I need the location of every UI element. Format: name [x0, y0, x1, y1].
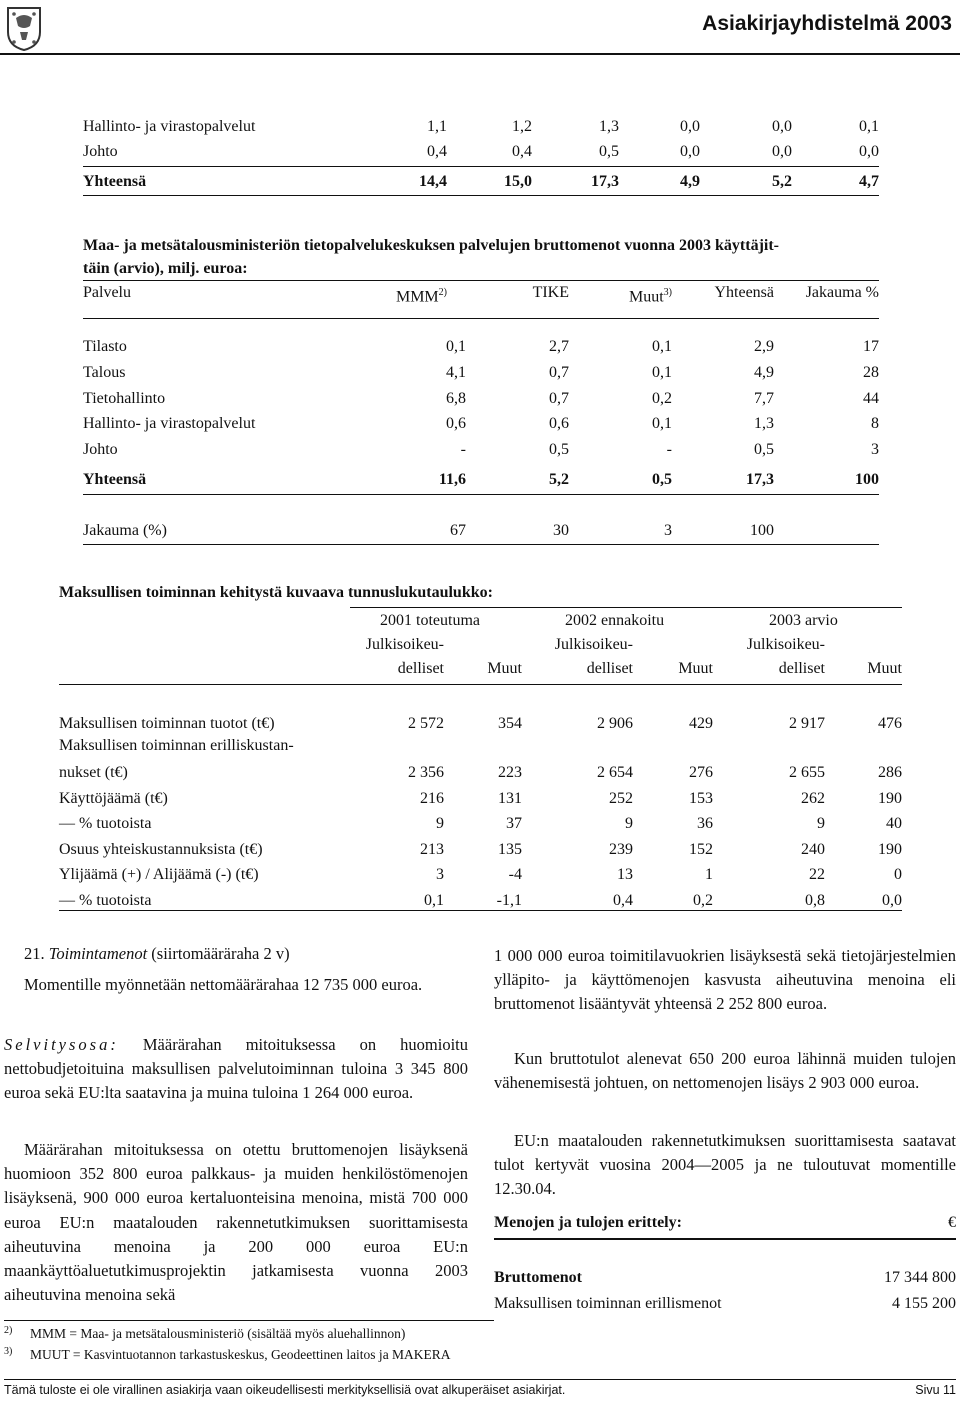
left-paragraph-2: Selvitysosa: Määrärahan mitoituksessa on huomioitu nettobudjetoituina maksullisen palvelutoiminnan tuloina 3 345 800 euroa sekä EU:lta saatavina ja muina tuloina 1 264 000 euroa. — [4, 1035, 468, 1103]
table-row — [83, 469, 879, 491]
breakdown-row — [494, 1293, 956, 1315]
left-paragraph-3: Määrärahan mitoituksessa on otettu bruttomenojen lisäyksenä huomioon 352 800 euroa palkkaus- ja muiden henkilöstömenojen lisäyksenä, 900 000 euroa kertaluonteisina menoina, mistä 700 000 euroa EU:n maatalouden rakennetutkimuksen suorittamisesta aiheutuvina menoina ja 200 000 euroa EU:n maankäyttöaluetutkimusprojektin jatkamisesta vuonna 2003 aiheutuvina menoina sekä — [4, 1140, 468, 1305]
table-row — [59, 762, 902, 784]
table-row — [59, 813, 902, 835]
cell: -1,1 — [496, 892, 522, 909]
subheader-public-2: delliset — [586, 660, 633, 677]
cell: 8 — [871, 415, 879, 432]
table-row — [59, 788, 902, 810]
cell: 0,2 — [652, 390, 672, 407]
table2-header-rule — [83, 318, 879, 319]
cell: 22 — [809, 866, 825, 883]
subheader-public-2: delliset — [778, 660, 825, 677]
cell: -4 — [508, 866, 522, 883]
right-paragraph-3: EU:n maatalouden rakennetutkimuksen suorittamisesta saatavat tulot kertyvät vuosina 2004—2005 ja ne tuloutuvat momentille 12.30.04. — [494, 1131, 956, 1199]
subheader-public-1: Julkisoikeu- — [746, 636, 825, 653]
col-yhteensa: Yhteensä — [714, 284, 774, 301]
cell: 4,7 — [859, 173, 879, 190]
cell: 6,8 — [446, 390, 466, 407]
breakdown-rule — [494, 1238, 956, 1240]
row-label: Maksullisen toiminnan tuotot (t€) — [59, 715, 275, 732]
right-paragraph-2: Kun bruttotulot alenevat 650 200 euroa lähinnä muiden tulojen vähenemisestä johtuen, on nettomenojen lisäys 2 903 000 euroa. — [494, 1049, 956, 1093]
cell: 0,8 — [805, 892, 825, 909]
cell: 216 — [420, 790, 444, 807]
cell: 2,9 — [754, 338, 774, 355]
cell: 1,3 — [599, 118, 619, 135]
cell: 17,3 — [746, 471, 774, 488]
breakdown-label: Maksullisen toiminnan erillismenot — [494, 1295, 722, 1312]
table2-top-rule — [83, 280, 879, 281]
cell: 0,0 — [680, 118, 700, 135]
cell: 0,4 — [512, 143, 532, 160]
coat-of-arms-logo — [4, 4, 44, 52]
subheader-other: Muut — [867, 660, 902, 677]
year-2003: 2003 arvio — [769, 612, 838, 629]
cell: 1,2 — [512, 118, 532, 135]
cell: 0,1 — [652, 415, 672, 432]
cell: 1 — [705, 866, 713, 883]
cell: 429 — [689, 715, 713, 732]
cell: 0,0 — [772, 143, 792, 160]
row-label: nukset (t€) — [59, 764, 128, 781]
col-mmm: MMM$^{2)}$ — [395, 287, 447, 306]
cell: 11,6 — [438, 471, 466, 488]
cell: 153 — [689, 790, 713, 807]
cell: 213 — [420, 841, 444, 858]
cell: 0,0 — [680, 143, 700, 160]
table-row — [59, 713, 902, 735]
cell: 0,5 — [754, 441, 774, 458]
cell: 0 — [894, 866, 902, 883]
table-row — [83, 171, 879, 193]
breakdown-value: 17 344 800 — [884, 1269, 956, 1286]
cell: 0,5 — [599, 143, 619, 160]
row-label-line1: Maksullisen toiminnan erilliskustan- — [59, 737, 294, 754]
table-row — [83, 413, 879, 435]
col-palvelu: Palvelu — [83, 284, 131, 301]
cell: 131 — [498, 790, 522, 807]
currency-symbol: € — [948, 1214, 956, 1231]
cell: 286 — [878, 764, 902, 781]
cell: 2 356 — [408, 764, 444, 781]
table1-total-rule — [83, 166, 879, 167]
cell: 2,7 — [549, 338, 569, 355]
cell: 4,9 — [754, 364, 774, 381]
table-row — [83, 362, 879, 384]
cell: 354 — [498, 715, 522, 732]
cell: 135 — [498, 841, 522, 858]
cell: 0,1 — [446, 338, 466, 355]
col-jakauma: Jakauma % — [805, 284, 879, 301]
footnote-mark: 2) — [4, 1325, 13, 1336]
cell: 1,1 — [427, 118, 447, 135]
cell: 44 — [863, 390, 879, 407]
row-label: Käyttöjäämä (t€) — [59, 790, 168, 807]
cell: 2 906 — [597, 715, 633, 732]
col-muut: Muut$^{3)}$ — [628, 287, 672, 306]
footnote-mark: 3) — [4, 1346, 13, 1357]
table2-total-rule — [83, 494, 879, 495]
breakdown-value: 4 155 200 — [892, 1295, 956, 1312]
cell: 2 655 — [789, 764, 825, 781]
cell: - — [666, 441, 672, 458]
table-row — [59, 890, 902, 912]
cell: 37 — [506, 815, 522, 832]
table3-bottom-rule — [59, 910, 902, 911]
right-paragraph-1: 1 000 000 euroa toimitilavuokrien lisäyksestä sekä tietojärjestelmien ylläpito- ja käyttömenojen kasvusta aiheutuvina menoina eli bruttomenot lisääntyvät yhteensä 2 252 800 euroa. — [494, 946, 956, 1014]
cell: 0,0 — [772, 118, 792, 135]
table-row — [83, 141, 879, 163]
footer-disclaimer: Tämä tuloste ei ole virallinen asiakirja vaan oikeudellisesti merkityksellisiä ovat alkuperäiset asiakirjat. — [4, 1383, 566, 1397]
table-row — [59, 864, 902, 886]
breakdown-header: Menojen ja tulojen erittely: € — [494, 1212, 956, 1234]
table3-title: Maksullisen toiminnan kehitystä kuvaava tunnuslukutaulukko: — [59, 584, 493, 601]
cell: 190 — [878, 841, 902, 858]
cell: 0,6 — [549, 415, 569, 432]
cell: 0,4 — [427, 143, 447, 160]
subheader-public-1: Julkisoikeu- — [365, 636, 444, 653]
breakdown-row — [494, 1267, 956, 1289]
subheader-public-2: delliset — [397, 660, 444, 677]
cell: 0,6 — [446, 415, 466, 432]
cell: 9 — [625, 815, 633, 832]
cell: 0,0 — [882, 892, 902, 909]
year-2002: 2002 ennakoitu — [565, 612, 665, 629]
footnote-rule — [4, 1320, 494, 1321]
table-row — [83, 439, 879, 461]
year-2001: 2001 toteutuma — [380, 612, 480, 629]
page-number: Sivu 11 — [915, 1383, 956, 1397]
cell: 9 — [436, 815, 444, 832]
page-header-title: Asiakirjayhdistelmä 2003 — [702, 12, 952, 35]
table3-top-rule — [350, 607, 902, 608]
table2-title: Maa- ja metsätalousministeriön tietopalvelukeskuksen palvelujen bruttomenot vuonna 2003 käyttäjit- täin (arvio), milj. euroa: — [83, 237, 780, 277]
cell: 252 — [609, 790, 633, 807]
cell: 0,1 — [424, 892, 444, 909]
cell: 7,7 — [754, 390, 774, 407]
row-label: — % tuotoista — [59, 892, 152, 909]
cell: 276 — [689, 764, 713, 781]
subheader-other: Muut — [487, 660, 522, 677]
table-row — [83, 388, 879, 410]
col-tike: TIKE — [532, 284, 569, 301]
row-label: Ylijäämä (+) / Alijäämä (-) (t€) — [59, 866, 259, 883]
table-row — [83, 336, 879, 358]
cell: 262 — [801, 790, 825, 807]
section-heading: 21. Toimintamenot (siirtomääräraha 2 v) — [24, 944, 290, 963]
cell: 40 — [886, 815, 902, 832]
row-label: Osuus yhteiskustannuksista (t€) — [59, 841, 263, 858]
cell: 0,7 — [549, 364, 569, 381]
breakdown-label: Bruttomenot — [494, 1269, 582, 1286]
row-label: Tietohallinto — [83, 390, 166, 407]
cell: 152 — [689, 841, 713, 858]
row-label: Hallinto- ja virastopalvelut — [83, 415, 256, 432]
cell: 0,0 — [859, 143, 879, 160]
row-label: Yhteensä — [83, 471, 147, 488]
cell: 14,4 — [419, 173, 447, 190]
cell: 2 572 — [408, 715, 444, 732]
cell: 1,3 — [754, 415, 774, 432]
cell: 4,1 — [446, 364, 466, 381]
cell: 223 — [498, 764, 522, 781]
footer-rule — [4, 1379, 956, 1380]
table2-distribution-row: Jakauma (%) 67 30 3 100 — [83, 522, 774, 539]
cell: 28 — [863, 364, 879, 381]
table2-bottom-rule — [83, 544, 879, 545]
cell: 0,7 — [549, 390, 569, 407]
cell: 239 — [609, 841, 633, 858]
cell: 2 654 — [597, 764, 633, 781]
cell: 0,1 — [859, 118, 879, 135]
row-label: Yhteensä — [83, 173, 147, 190]
cell: 0,5 — [652, 471, 672, 488]
footnote-text: MUUT = Kasvintuotannon tarkastuskeskus, Geodeettinen laitos ja MAKERA — [30, 1347, 451, 1362]
cell: 4,9 — [680, 173, 700, 190]
subheader-public-1: Julkisoikeu- — [554, 636, 633, 653]
cell: 240 — [801, 841, 825, 858]
cell: 5,2 — [549, 471, 569, 488]
cell: 100 — [855, 471, 879, 488]
row-label: Johto — [83, 441, 118, 458]
cell: 36 — [697, 815, 713, 832]
cell: 0,2 — [693, 892, 713, 909]
subheader-other: Muut — [678, 660, 713, 677]
cell: 5,2 — [772, 173, 792, 190]
cell: 3 — [436, 866, 444, 883]
cell: 9 — [817, 815, 825, 832]
header-divider — [0, 53, 960, 55]
cell: 190 — [878, 790, 902, 807]
cell: 3 — [871, 441, 879, 458]
table1-bottom-rule — [83, 195, 879, 196]
cell: 0,1 — [652, 364, 672, 381]
row-label: Hallinto- ja virastopalvelut — [83, 118, 256, 135]
cell: 13 — [617, 866, 633, 883]
cell: 17 — [863, 338, 879, 355]
cell: 17,3 — [591, 173, 619, 190]
cell: 0,4 — [613, 892, 633, 909]
row-label: Johto — [83, 143, 118, 160]
row-label: — % tuotoista — [59, 815, 152, 832]
footnote-text: MMM = Maa- ja metsätalousministeriö (sisältää myös aluehallinnon) — [30, 1326, 406, 1341]
cell: 0,1 — [652, 338, 672, 355]
row-label: Talous — [83, 364, 126, 381]
table3-header-rule — [59, 684, 902, 685]
table-row — [83, 116, 879, 138]
table2-header — [83, 282, 879, 304]
cell: 0,5 — [549, 441, 569, 458]
cell: 476 — [878, 715, 902, 732]
left-paragraph-1: Momentille myönnetään nettomäärärahaa 12 735 000 euroa. — [24, 975, 423, 994]
table-row — [59, 839, 902, 861]
cell: 2 917 — [789, 715, 825, 732]
cell: 15,0 — [504, 173, 532, 190]
cell: - — [460, 441, 466, 458]
row-label: Tilasto — [83, 338, 127, 355]
